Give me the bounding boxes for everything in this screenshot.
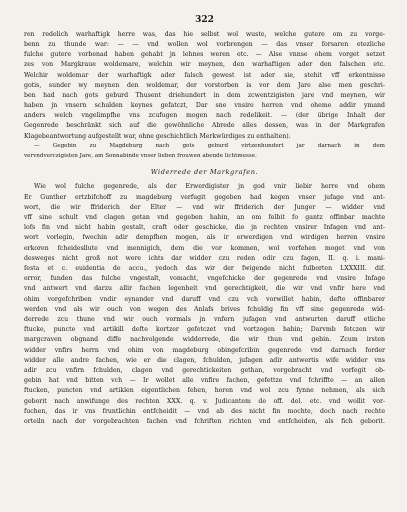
text-line: margcraven obgnand diffe nachvolgende widderrede, die wir thun vnd gebin. Zcum irsten [24, 336, 385, 344]
text-line: Gegenrede beschränkt sich auf die gewöhnliche Abrede alles dessen, was in der Markgrafen [24, 122, 385, 130]
text-line: ren redelich warhaftigk herre was, das hie selbst wol wuste, welche gutere om zu vorge- [24, 31, 385, 38]
text-line: ben had nach gots geburd Thusent driehundert in dem zcwentzigisten jare vnd meynen, wir [24, 91, 385, 99]
text-line: Wie wol fulche gegenrede, als der Erwerdigister jn god vnir liebir herre vnd ohem [34, 183, 385, 191]
text-line: — Gegebin zu Magdeburg nach gots geburd virtzenhundert jar darnach in dem [34, 142, 385, 149]
intro-closing-paragraph [24, 142, 385, 162]
text-line: werden vnd als wir ouch von wegen des Anlafs brives fchuldig fin vff sine gegenrede wid- [24, 305, 385, 313]
text-line: error, funden das fulche vngestalt, vomacht, vngefchicke der gegenrede vnd vnsire Infage [24, 275, 385, 283]
text-line: haben jn vnsern schulden keynes gefatczt, Dar sne vnsire herren vnd oheme addir ymand [24, 102, 385, 110]
text-line: wort vorlegin, fwechin adir dempfhen mogen, als ir erwerdigen vnd wirdigen herren vnsire [24, 234, 385, 242]
text-line: Welchir woldemar der warhaftigk ader falsch gewest ist ader sie, stehit vff erkentnisse [24, 71, 385, 79]
text-line: erkoren fcheidesllute vnd mennigich, dem die vor kommen, wol vorfehen moget vnd von [24, 244, 385, 252]
text-line: ftucke, puncte vnd artikill defte kortzer gefetczet vnd vortzogen habin; Darvmb fetczen wir [24, 326, 385, 334]
text-line: fulche gutere vorbenad haben gehabt jn lehnes weren etc. — Alse vnnse ohem vorget setzet [24, 51, 385, 59]
text-line: Er Gunther ertzbifchoff zu magdeburg verfugit gegeben had kegen vnser jufage vnd ant- [24, 193, 385, 201]
text-line: vervndverczigisten Jare, am Sonnabinde vnser lieben frouwen abende lichtmesse. [24, 152, 257, 159]
text-line: benn zu thunde war: — — vnd wollen wol vorbrengen — das vnser forsaren etezliche [24, 41, 385, 49]
body-paragraph [24, 182, 385, 427]
text-line: vnd antwert vnd darzu allir fachen legenheit vnd gerechtigkeit, die wir vnd vnfir here vnd [24, 285, 385, 293]
text-line: zes von Margkraue woldemare, welchin wir meynen, den warhaftigen ader den falschen etc. [24, 61, 385, 69]
text-line: lofs fin vnd nicht habin gestalt, craft oder geschicke, die jn rechten vnsirer Infagen vnd ant- [24, 224, 385, 232]
text-line: geborit nach anwifunge des rechten XXX. q. v. Judicantem de off. del. etc. vnd wollit vor- [24, 397, 385, 405]
text-line: orteiln nach der vorgebrachten fachen vnd fchriften richten vnd entfcheiden, als fich geborit. [24, 417, 385, 425]
text-line: adir zcu vnfirn fchulden, clagen vnd gerechtickeiten gethan, vorgebracht vnd vorfegit ob- [24, 366, 385, 374]
text-line: derrede zcu thune vnd wir ouch vormals jn vnfern jufagen vnd antwurten daruff etliche [24, 315, 385, 323]
text-line: vff sine schult vnd clagen getan vnd gegeben habin, an om felbit fo gantz offinbar machte [24, 213, 385, 221]
text-line: festa et c. euidentia de accu., yedoch das wir der fwigende nicht fulborten LXXXIII. dif. [24, 264, 385, 272]
text-line: ftucken, puncten vnd artiklen eigentlichen fehen, horen vnd wol zcu fynne nehmen, als sich [24, 387, 385, 395]
text-line: ohim vorgefchriben vndir eynander vnd daruff vnd czu vch vorwillet habin, defte offinbarer [24, 295, 385, 303]
page-number: 322 [195, 15, 214, 25]
section-heading: Widerrede der Markgrafen. [150, 168, 259, 177]
intro-paragraph [24, 30, 385, 142]
text-line: widder vnfirs herrn vnd ohim von magdeburg obingefcribin gegenrede vnd darnach forder [24, 346, 385, 354]
text-line: gebin hat vnd bitten vch — Ir wollet alle vnfire fachen, gefettze vnd fchriffte — an allen [24, 377, 385, 385]
text-line: widder alle andre fachen, wie er die clagen, fchulden, jufagen adir antwertis wife widder vns [24, 356, 385, 364]
text-line: gotis, sunder wy meynen den woldemar, der vorstorben is vor dem Jare alse men geschri- [24, 81, 385, 89]
text-line: desweges nicht groß not were ichts dar widder czu reden odir czu fagen, II. q. i. mani- [24, 254, 385, 262]
text-line: anders welch vngelimpfhe vns zcufugen mogen nach redelikeit. — (der übrige Inhalt der [24, 112, 385, 120]
text-line: wort, die wir ffriderich der Elter — vnd wir ffriderich der Junger — widder vnd [24, 203, 385, 211]
text-line: fuchen, das ir vns fruntlichin entfcheidit — vnd ab des nicht fin mochte, doch nach rechte [24, 407, 385, 415]
text-line: Klagebeantwortung aufgestellt war, ohne geschichtlich Merkwürdiges zu enthalten). [24, 132, 291, 140]
